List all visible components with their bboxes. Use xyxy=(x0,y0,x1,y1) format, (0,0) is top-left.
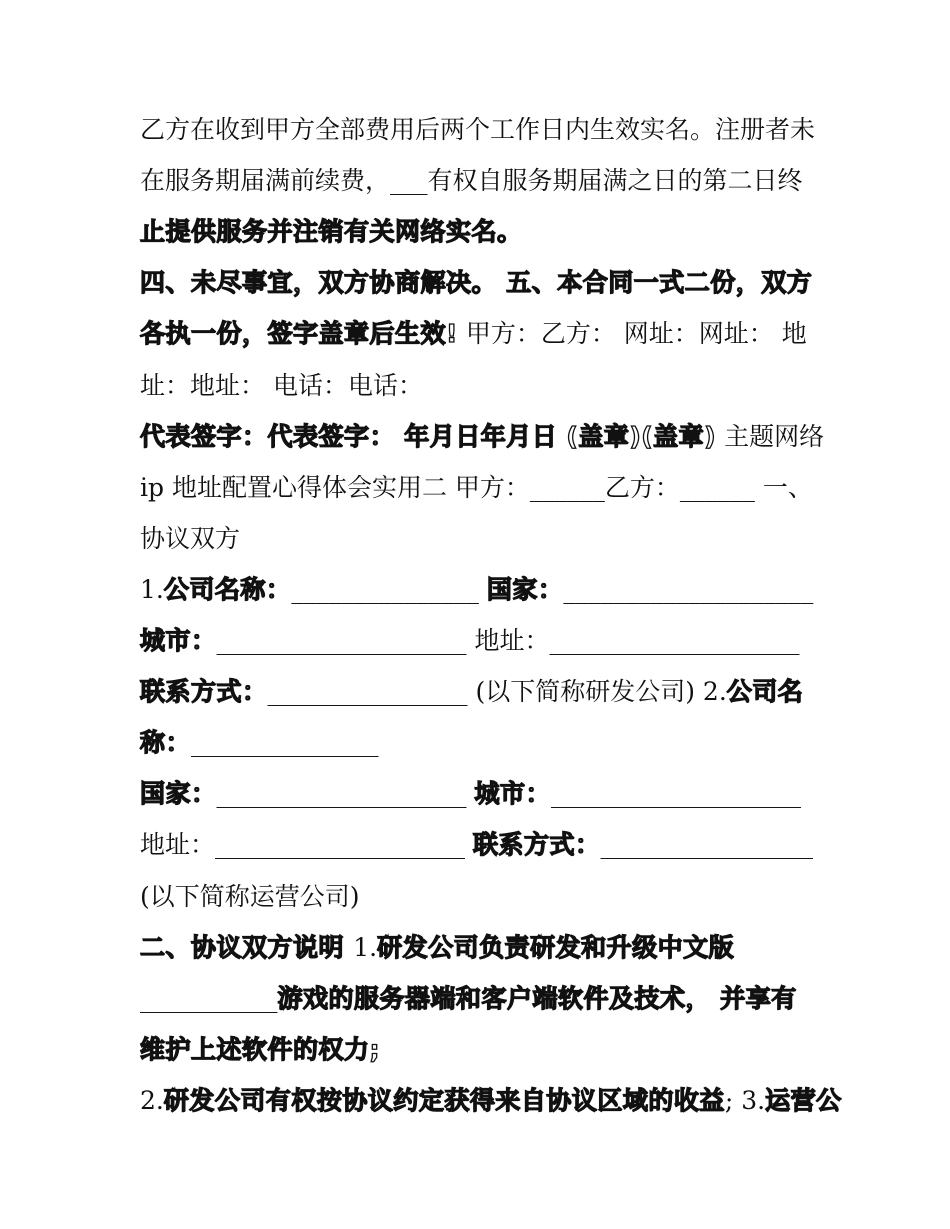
bubble-text-segment: 止提供服务并注销有关网络实名。 xyxy=(140,217,523,247)
text-segment: ____________________ xyxy=(563,574,814,604)
text-line xyxy=(140,718,820,768)
bubble-text-segment: 研发公司有权按协议约定获得来自协议区域的收益 xyxy=(163,1085,725,1115)
text-segment: 在服务期届满前续费，___有权自服务期届满之日的第二日终 xyxy=(140,166,803,196)
bubble-text-segment: 运营公 xyxy=(765,1085,842,1115)
bubble-text-segment: 联系方式： xyxy=(140,677,268,707)
text-segment: 主题网络 xyxy=(716,421,825,451)
text-segment: ip 地址配置心得体会实用二 甲方：______乙方：______ 一、 xyxy=(140,472,813,502)
text-line xyxy=(140,1025,820,1075)
text-segment: 1. xyxy=(353,932,378,962)
text-segment: 乙方在收到甲方全部费用后两个工作日内生效实名。注册者未 xyxy=(140,115,816,144)
bubble-text-segment: 国家： xyxy=(486,574,564,604)
text-line xyxy=(140,412,825,462)
bubble-text-segment: 城市： xyxy=(474,779,551,809)
text-line xyxy=(140,565,820,615)
bubble-text-segment: 二、协议双方说明 xyxy=(140,932,354,962)
text-segment: ____________________ xyxy=(550,779,801,809)
bubble-text-segment: 联系方式： xyxy=(472,830,601,860)
text-line xyxy=(140,923,820,973)
bubble-text-segment: 公司名称： xyxy=(163,574,292,604)
text-line xyxy=(140,463,820,513)
text-segment: 甲方：乙方： 网址：网址： 地 xyxy=(457,319,807,349)
text-line xyxy=(140,156,820,206)
text-segment: _______________ xyxy=(291,574,487,604)
text-segment: 地址：____________________ xyxy=(140,830,473,860)
text-segment: _______________ xyxy=(191,728,379,758)
text-segment: ________________ (以下简称研发公司) 2. xyxy=(267,677,727,707)
bubble-text-segment: 游戏的服务器端和客户端软件及技术， 并享有 xyxy=(277,983,797,1013)
text-line xyxy=(140,616,820,666)
bubble-text-segment: 研发公司负责研发和升级中文版 xyxy=(377,932,735,962)
text-line xyxy=(140,105,820,155)
bubble-text-segment: 各执一份，签字盖章后生效! xyxy=(140,319,458,349)
bubble-text-segment: 维护上述软件的权力; xyxy=(140,1034,380,1064)
bubble-text-segment: 国家： xyxy=(140,779,217,809)
bubble-text-segment: 四、未尽事宜，双方协商解决。 五、本合同一式二份，双方 xyxy=(140,268,813,298)
bubble-text-segment: 城市： xyxy=(140,626,217,655)
text-segment: 2. xyxy=(140,1085,164,1115)
bubble-text-segment: 代表签字：代表签字： 年月日年月日 (盖章)(盖章) xyxy=(140,421,717,451)
text-segment: ___________ xyxy=(140,983,278,1013)
text-line xyxy=(140,1076,842,1126)
text-segment: ; 3. xyxy=(724,1085,766,1115)
text-line xyxy=(140,361,820,411)
text-line xyxy=(140,667,820,717)
text-line xyxy=(140,514,820,564)
bubble-text-segment: 称： xyxy=(140,728,192,758)
text-line xyxy=(140,820,820,870)
text-line xyxy=(140,207,820,257)
text-line xyxy=(140,974,820,1024)
text-line xyxy=(140,258,820,308)
text-segment: (以下简称运营公司) xyxy=(140,881,360,911)
text-segment: ____________________ xyxy=(216,779,475,809)
text-segment: 1. xyxy=(140,574,164,604)
text-line xyxy=(140,872,820,922)
text-line xyxy=(140,769,820,819)
text-segment: 协议双方 xyxy=(140,523,241,553)
text-line xyxy=(140,309,820,359)
bubble-text-segment: 公司名 xyxy=(726,677,804,707)
text-segment: _________________ xyxy=(600,830,813,860)
text-segment: ____________________ 地址：____________________ xyxy=(216,626,800,655)
text-segment: 址：地址： 电话：电话： xyxy=(140,370,423,400)
